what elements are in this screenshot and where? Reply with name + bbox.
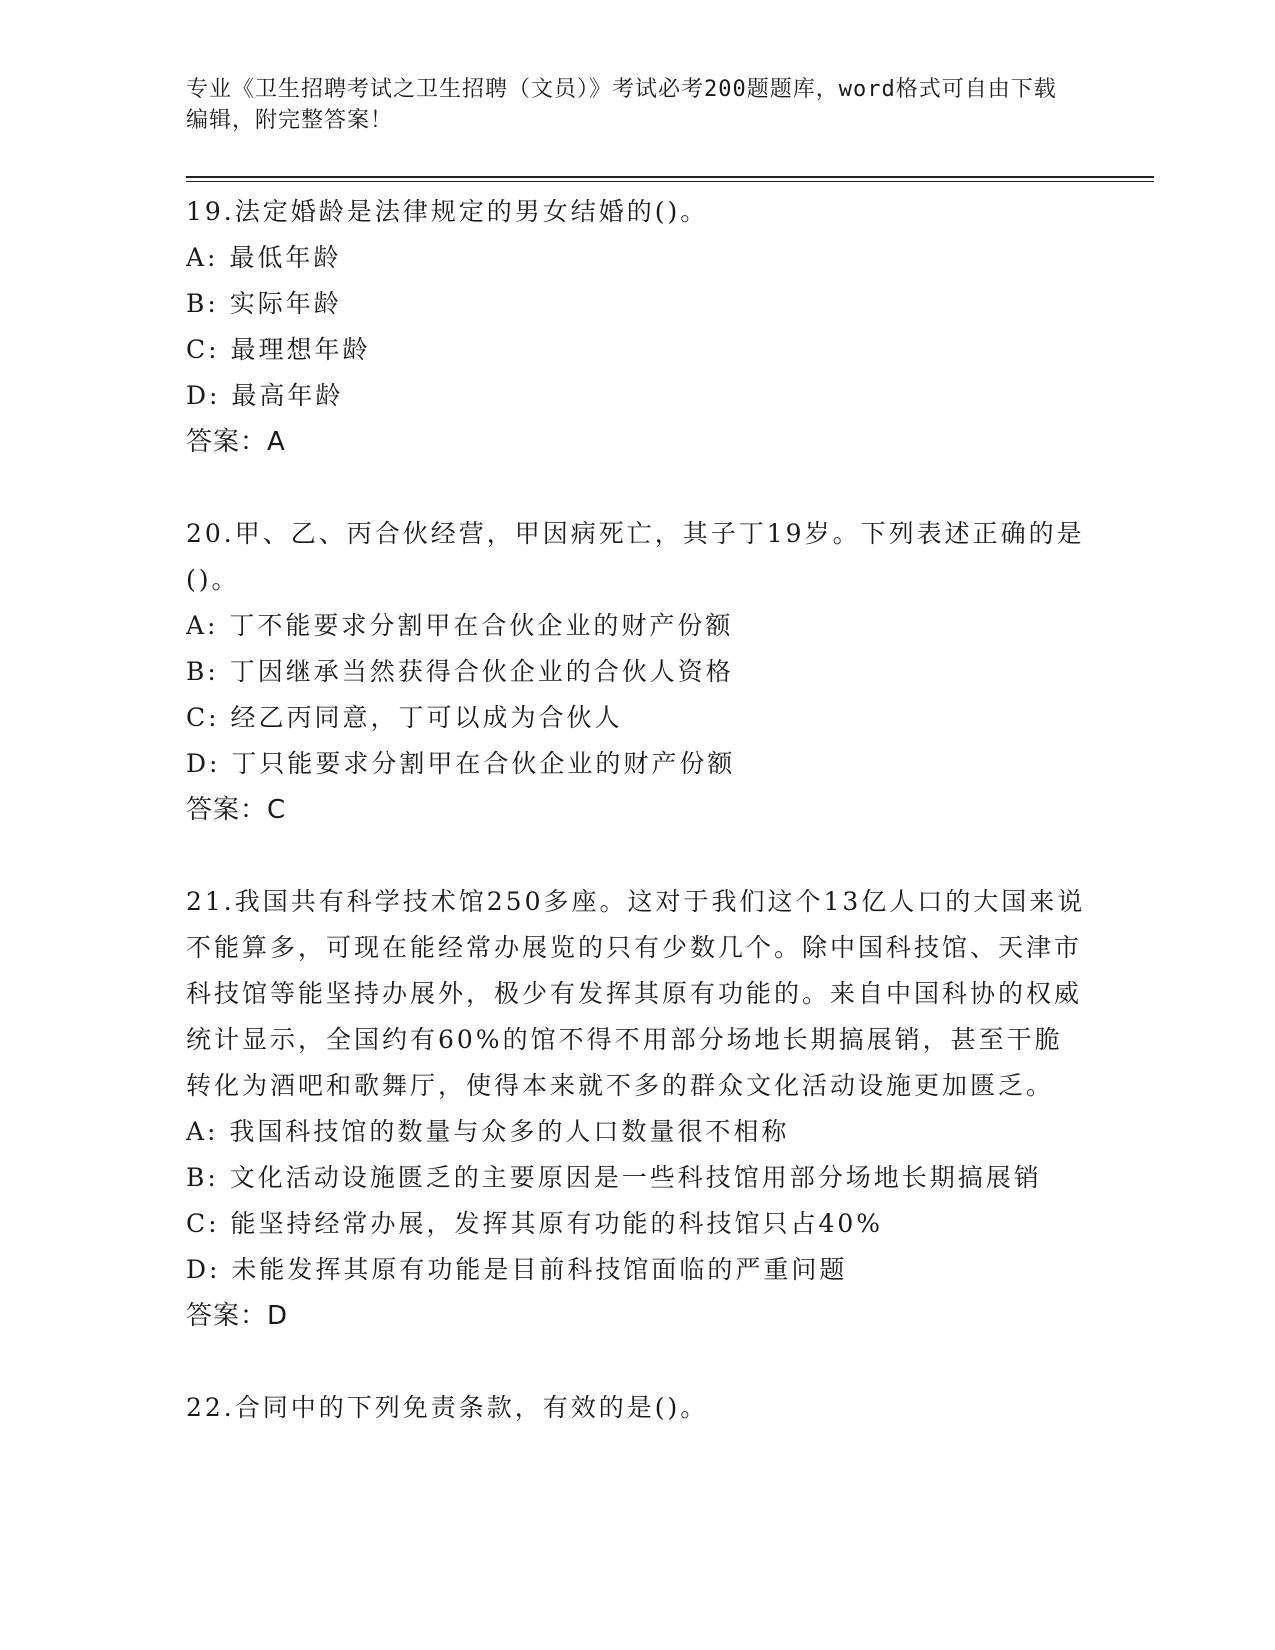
question-stem: 20.甲、乙、丙合伙经营，甲因病死亡，其子丁19岁。下列表述正确的是()。 [186, 519, 1085, 594]
question-stem: 21.我国共有科学技术馆250多座。这对于我们这个13亿人口的大国来说不能算多，可现在能经常办展览的只有少数几个。除中国科技馆、天津市科技馆等能坚持办展外，极少有发挥其原有功能的。来自中国科协的权威统计显示，全国约有60%的馆不得不用部分场地长期搞展销，甚至干脆转化为酒吧和歌舞厅，使得本来就不多的群众文化活动设施更加匮乏。 [186, 887, 1086, 1100]
question-20 [186, 511, 1086, 833]
header-rule-thick [186, 176, 1154, 178]
option-c: C: 能坚持经常办展，发挥其原有功能的科技馆只占40% [186, 1209, 884, 1238]
question-stem: 22.合同中的下列免责条款，有效的是()。 [186, 1393, 709, 1422]
question-list [186, 189, 1086, 1477]
option-a: A: 最低年龄 [186, 243, 342, 272]
option-d: D: 丁只能要求分割甲在合伙企业的财产份额 [186, 749, 736, 778]
question-stem: 19.法定婚龄是法律规定的男女结婚的()。 [186, 197, 709, 226]
answer-label: 答案：C [186, 795, 287, 825]
option-b: B: 丁因继承当然获得合伙企业的合伙人资格 [186, 657, 734, 686]
header-rule-thin [186, 181, 1154, 182]
answer-label: 答案：D [186, 1301, 289, 1331]
question-19 [186, 189, 1086, 465]
question-22 [186, 1385, 1086, 1431]
option-b: B: 实际年龄 [186, 289, 342, 318]
answer-label: 答案：A [186, 427, 286, 457]
option-a: A: 我国科技馆的数量与众多的人口数量很不相称 [186, 1117, 790, 1146]
option-d: D: 未能发挥其原有功能是目前科技馆面临的严重问题 [186, 1255, 848, 1284]
option-d: D: 最高年龄 [186, 381, 344, 410]
option-b: B: 文化活动设施匮乏的主要原因是一些科技馆用部分场地长期搞展销 [186, 1163, 1042, 1192]
option-a: A: 丁不能要求分割甲在合伙企业的财产份额 [186, 611, 734, 640]
option-c: C: 最理想年龄 [186, 335, 371, 364]
option-c: C: 经乙丙同意，丁可以成为合伙人 [186, 703, 623, 732]
document-header: 专业《卫生招聘考试之卫生招聘（文员）》考试必考200题题库，word格式可自由下载编辑，附完整答案！ [186, 77, 1057, 133]
question-21 [186, 879, 1086, 1339]
